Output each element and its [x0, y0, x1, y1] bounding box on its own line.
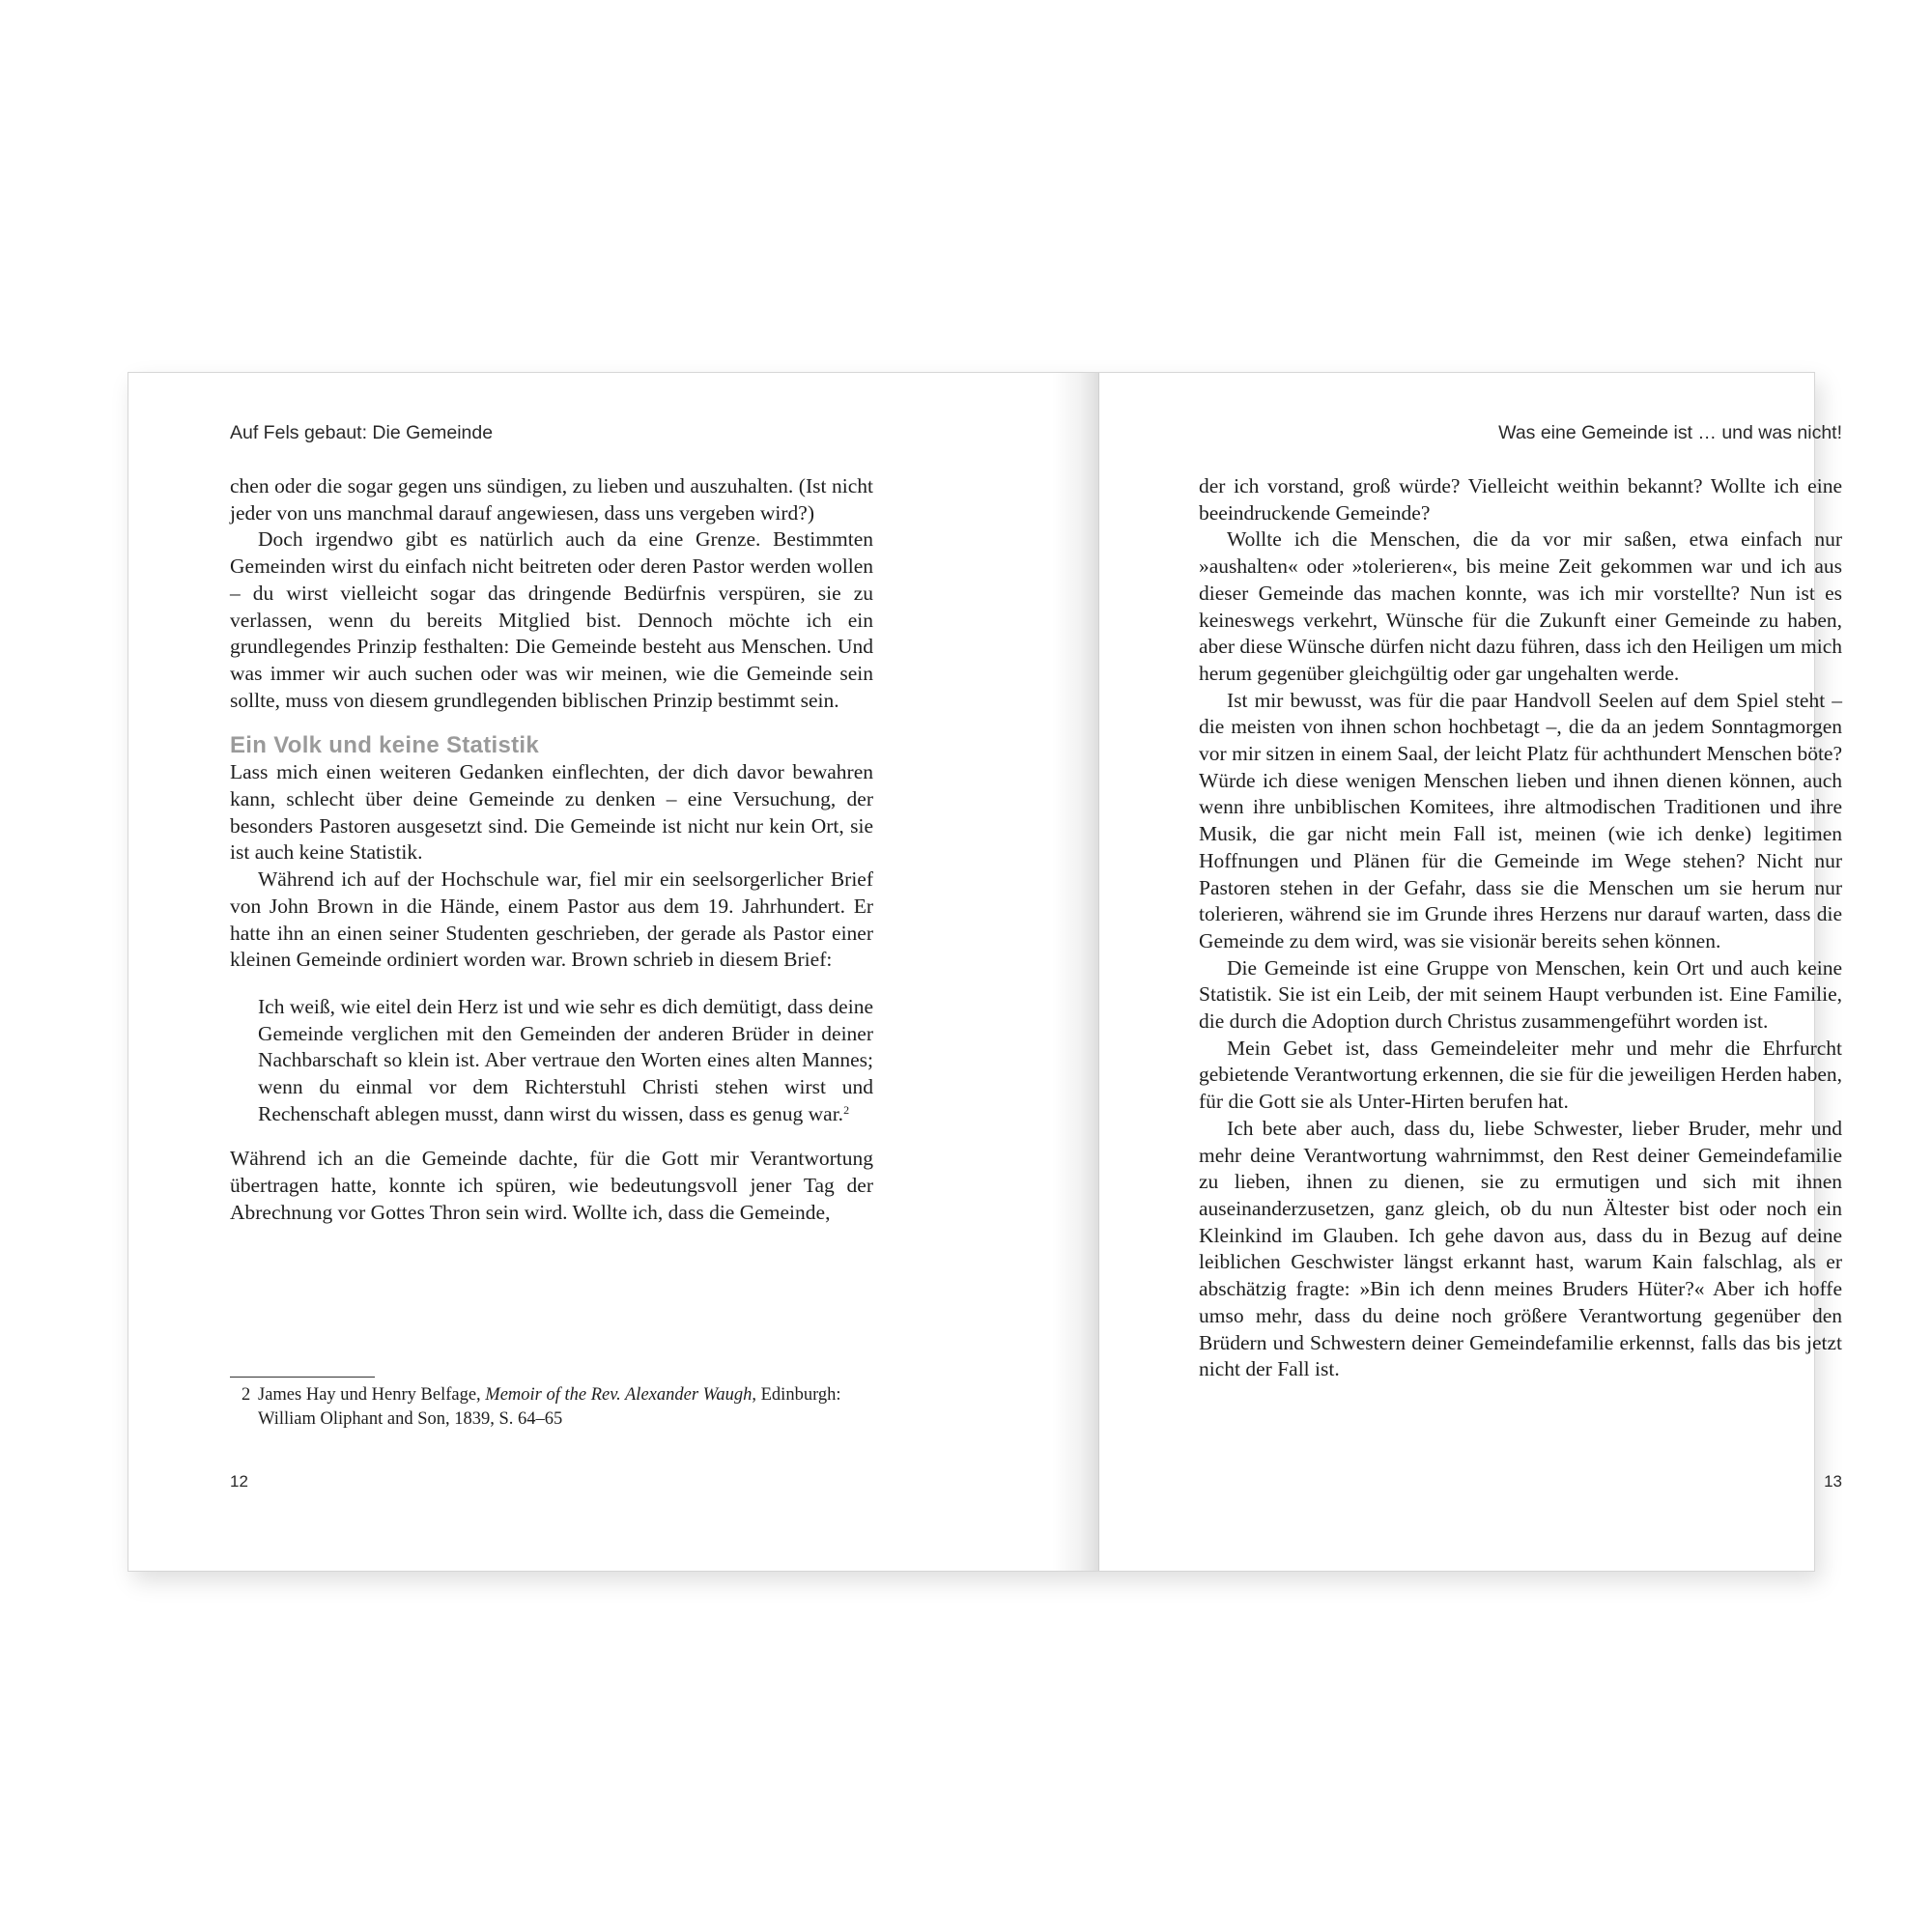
right-body-text: [1199, 473, 1842, 1383]
footnote-publisher: William Oliphant and Son, 1839, S. 64–65: [258, 1409, 563, 1429]
right-paragraph-6: Ich bete aber auch, dass du, liebe Schwester, lieber Bruder, mehr und mehr deine Verantwortung wahrnimmst, den Rest deiner Gemeindefamilie zu lieben, ihnen zu dienen, sie zu ermutigen und sich mit ihnen auseinanderzusetzen, ganz gleich, ob du nun Ältester bist oder noch ein Kleinkind im Glauben. Ich gehe davon aus, dass du in Bezug auf deine leiblichen Geschwister längst erkannt hast, warum Kain falschlag, als er abschätzig fragte: »Bin ich denn meines Bruders Hüter?« Aber ich hoffe umso mehr, dass du deine noch größere Verantwortung gegenüber den Brüdern und Schwestern deiner Gemeindefamilie erkennst, falls das bis jetzt nicht der Fall ist.: [1199, 1116, 1842, 1381]
left-paragraph-1: chen oder die sogar gegen uns sündigen, zu lieben und auszuhalten. (Ist nicht jeder von uns manchmal darauf angewiesen, dass uns vergeben wird?): [230, 474, 873, 525]
footnote: [242, 1383, 873, 1432]
footnote-number: 2: [242, 1385, 251, 1405]
right-running-head: Was eine Gemeinde ist … und was nicht!: [1498, 422, 1842, 443]
block-quote: [258, 994, 873, 1128]
block-quote-text: Ich weiß, wie eitel dein Herz ist und wie sehr es dich demütigt, dass deine Gemeinde verglichen mit den Gemeinden der anderen Brüder in deiner Nachbarschaft so klein ist. Aber vertraue den Worten eines alten Mannes; wenn du einmal vor dem Richterstuhl Christi stehen wirst und Rechenschaft ablegen musst, dann wirst du wissen, dass es genug war.: [258, 994, 873, 1125]
right-paragraph-2: Wollte ich die Menschen, die da vor mir saßen, etwa einfach nur »aushalten« oder »tolerieren«, bis meine Zeit gekommen war und ich aus dieser Gemeinde das machen konnte, was ich mir vorstellte? Nun ist es keineswegs verkehrt, Wünsche für die Zukunft einer Gemeinde zu haben, aber diese Wünsche dürfen nicht dazu führen, dass ich den Heiligen um mich herum gegenüber gleichgültig oder gar ungehalten werde.: [1199, 527, 1842, 685]
book-spread: [128, 372, 1842, 1572]
right-paragraph-5: Mein Gebet ist, dass Gemeindeleiter mehr und mehr die Ehrfurcht gebietende Verantwortung erkennen, die sie für die jeweiligen Herden haben, für die Gott sie als Unter-Hirten berufen hat.: [1199, 1036, 1842, 1114]
footnote-title: Memoir of the Rev. Alexander Waugh: [485, 1385, 753, 1405]
gutter-shadow: [1052, 373, 1098, 1571]
center-fold: [1098, 373, 1099, 1571]
left-running-head: Auf Fels gebaut: Die Gemeinde: [230, 422, 494, 443]
footnote-place: , Edinburgh:: [752, 1385, 841, 1405]
left-page: [230, 373, 873, 1571]
right-page-number: 13: [1824, 1472, 1842, 1491]
right-paragraph-4: Die Gemeinde ist eine Gruppe von Menschen, kein Ort und auch keine Statistik. Sie ist ein Leib, der mit seinem Haupt verbunden ist. Eine Familie, die durch die Adoption durch Christus zusammengeführt worden ist.: [1199, 955, 1842, 1034]
left-paragraph-4: Während ich auf der Hochschule war, fiel mir ein seelsorgerlicher Brief von John Brown in die Hände, einem Pastor aus dem 19. Jahrhundert. Er hatte ihn an einen seiner Studenten geschrieben, der gerade als Pastor einer kleinen Gemeinde ordiniert worden war. Brown schrieb in diesem Brief:: [230, 867, 873, 972]
left-body-text: [230, 473, 873, 1227]
left-paragraph-3: Lass mich einen weiteren Gedanken einflechten, der dich davor bewahren kann, schlecht über deine Gemeinde zu denken – eine Versuchung, der besonders Pastoren ausgesetzt sind. Die Gemeinde ist nicht nur kein Ort, sie ist auch keine Statistik.: [230, 760, 873, 865]
left-paragraph-2: Doch irgendwo gibt es natürlich auch da eine Grenze. Bestimmten Gemeinden wirst du einfach nicht beitreten oder deren Pastor werden wollen – du wirst vielleicht sogar das dringende Bedürfnis verspüren, sie zu verlassen, wenn du bereits Mitglied bist. Dennoch möchte ich ein grundlegendes Prinzip festhalten: Die Gemeinde besteht aus Menschen. Und was immer wir auch suchen oder was wir meinen, wie die Gemeinde sein sollte, muss von diesem grundlegenden biblischen Prinzip bestimmt sein.: [230, 527, 873, 712]
right-paragraph-3: Ist mir bewusst, was für die paar Handvoll Seelen auf dem Spiel steht – die meisten von ihnen schon hochbetagt –, die da an jedem Sonntagmorgen vor mir sitzen in einem Saal, der leicht Platz für achthundert Menschen böte? Würde ich diese wenigen Menschen lieben und ihnen dienen können, auch wenn ihre unbiblischen Komitees, ihre altmodischen Traditionen und ihre Musik, die gar nicht mein Fall ist, meinen (wie ich denke) legitimen Hoffnungen und Plänen für die Gemeinde im Wege stehen? Nicht nur Pastoren stehen in der Gefahr, dass sie die Menschen um sie herum nur tolerieren, während sie im Grunde ihres Herzens nur darauf warten, dass die Gemeinde zu dem wird, was sie visionär bereits sehen können.: [1199, 688, 1842, 952]
footnote-authors: James Hay und Henry Belfage,: [258, 1385, 481, 1405]
right-page: [1199, 373, 1842, 1571]
left-paragraph-5: Während ich an die Gemeinde dachte, für die Gott mir Verantwortung übertragen hatte, konnte ich spüren, wie bedeutungsvoll jener Tag der Abrechnung vor Gottes Thron sein wird. Wollte ich, dass die Gemeinde,: [230, 1147, 873, 1224]
footnote-rule: [230, 1377, 375, 1378]
left-page-number: 12: [230, 1472, 248, 1491]
footnote-marker: 2: [843, 1102, 850, 1117]
right-paragraph-1: der ich vorstand, groß würde? Vielleicht weithin bekannt? Wollte ich eine beeindruckende Gemeinde?: [1199, 474, 1842, 525]
section-heading: Ein Volk und keine Statistik: [230, 732, 540, 759]
